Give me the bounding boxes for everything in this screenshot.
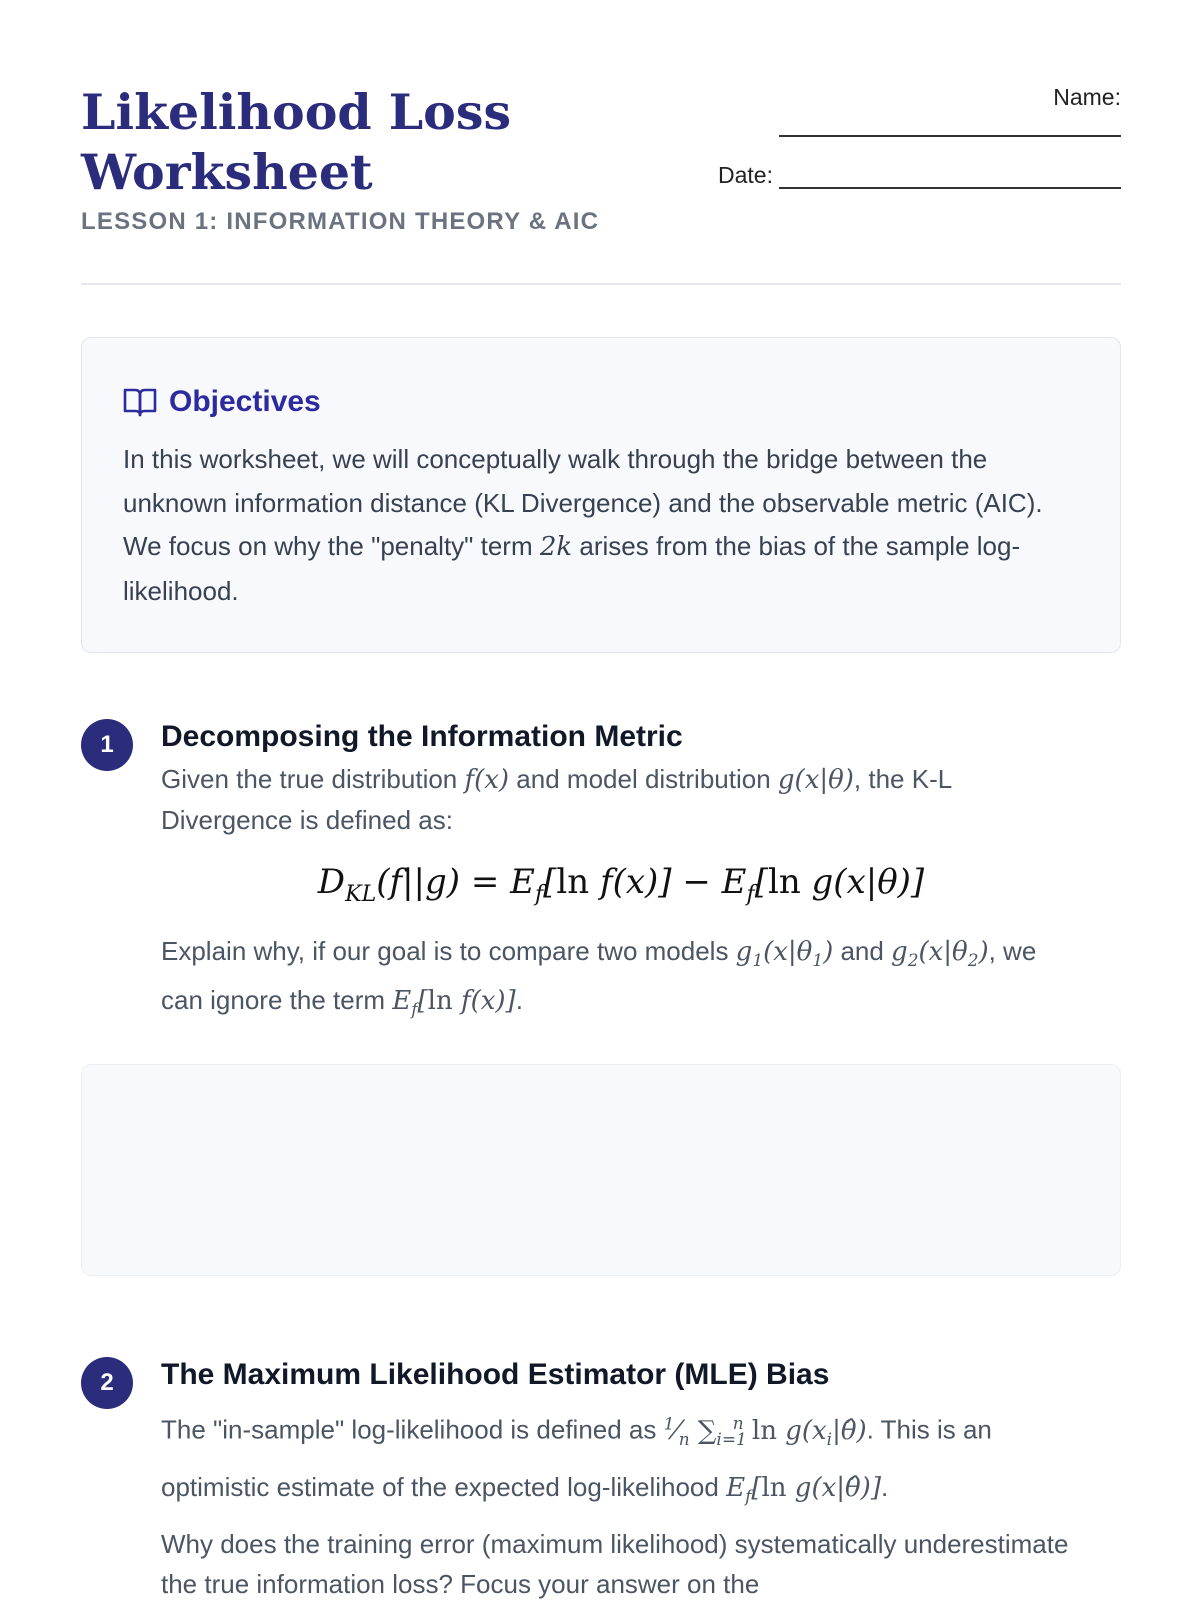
expected-loglik-math: $E_f[\ln$ g(x|θ̂)] [726,1472,881,1507]
prompt-text: The "in-sample" log-likelihood is defined as [161,1414,664,1445]
prompt-text: , we can ignore the term [161,935,1037,1015]
in-sample-loglik-math: $^1⁄_n$ $\sum_{i=1}^n$ $\ln g(x_i|\thetâ)$ [663,1413,867,1449]
question-number-badge: 1 [81,719,133,771]
prompt-text: . [515,984,523,1015]
answer-box-1[interactable] [81,1064,1121,1276]
question-instruction [161,931,1081,1029]
objectives-text-part: In this worksheet, we will conceptually walk through the bridge between the unknown information distance (KL Divergence) and the observable metric (AIC). We focus on why the "penalty" term [123,444,1043,561]
model-1-math: $g_1(x|\theta_1)$ [735,936,834,970]
objectives-text [123,438,1083,613]
question-prompt [161,759,1081,840]
model-distribution-math: g(x|θ) [777,765,854,795]
kl-divergence-formula: $D_{KL}(f||g) = E_f[\ln$ $f(x)] - E_f[\ln$ g(x|θ)] [317,862,925,907]
objectives-heading [123,385,321,419]
name-label: Name: [1053,84,1121,110]
question-body [161,719,1081,1029]
lesson-subtitle: LESSON 1: INFORMATION THEORY & AIC [81,208,600,235]
prompt-text: . This is an optimistic estimate of the expected log-likelihood [161,1414,992,1502]
prompt-text: Explain why, if our goal is to compare two models [161,935,736,966]
true-distribution-math: f(x) [464,765,510,795]
date-label: Date: [718,162,773,188]
worksheet-header [81,0,1121,285]
question-title: Decomposing the Information Metric [161,720,683,753]
name-field[interactable] [779,135,1121,137]
prompt-text: Given the true distribution [161,764,465,794]
objectives-text-part: arises from the bias of the sample log-likelihood. [123,531,1021,606]
question-body [161,1357,1081,1604]
page-title: Likelihood Loss Worksheet [81,83,512,201]
date-row [718,162,1121,189]
objectives-panel [81,337,1121,653]
date-field[interactable] [779,163,1121,189]
worksheet-page [81,0,1121,1600]
question-number-badge: 2 [81,1357,133,1409]
question-instruction: Why does the training error (maximum likelihood) systematically underestimate the true information loss? Focus your answer on the [161,1529,1069,1600]
prompt-text: , the K-L Divergence is defined as: [161,764,952,835]
question-title: The Maximum Likelihood Estimator (MLE) Bias [161,1358,830,1391]
prompt-text: and [833,935,892,966]
penalty-term: 2k [539,532,573,562]
question-prompt [161,1399,1081,1520]
ignored-term-math: $E_f[\ln$ f(x)] [392,985,516,1020]
prompt-text: and model distribution [509,764,778,794]
model-2-math: $g_2(x|\theta_2)$ [891,936,989,970]
prompt-text: . [880,1471,889,1502]
book-open-icon [123,387,157,417]
objectives-title: Objectives [169,385,321,418]
